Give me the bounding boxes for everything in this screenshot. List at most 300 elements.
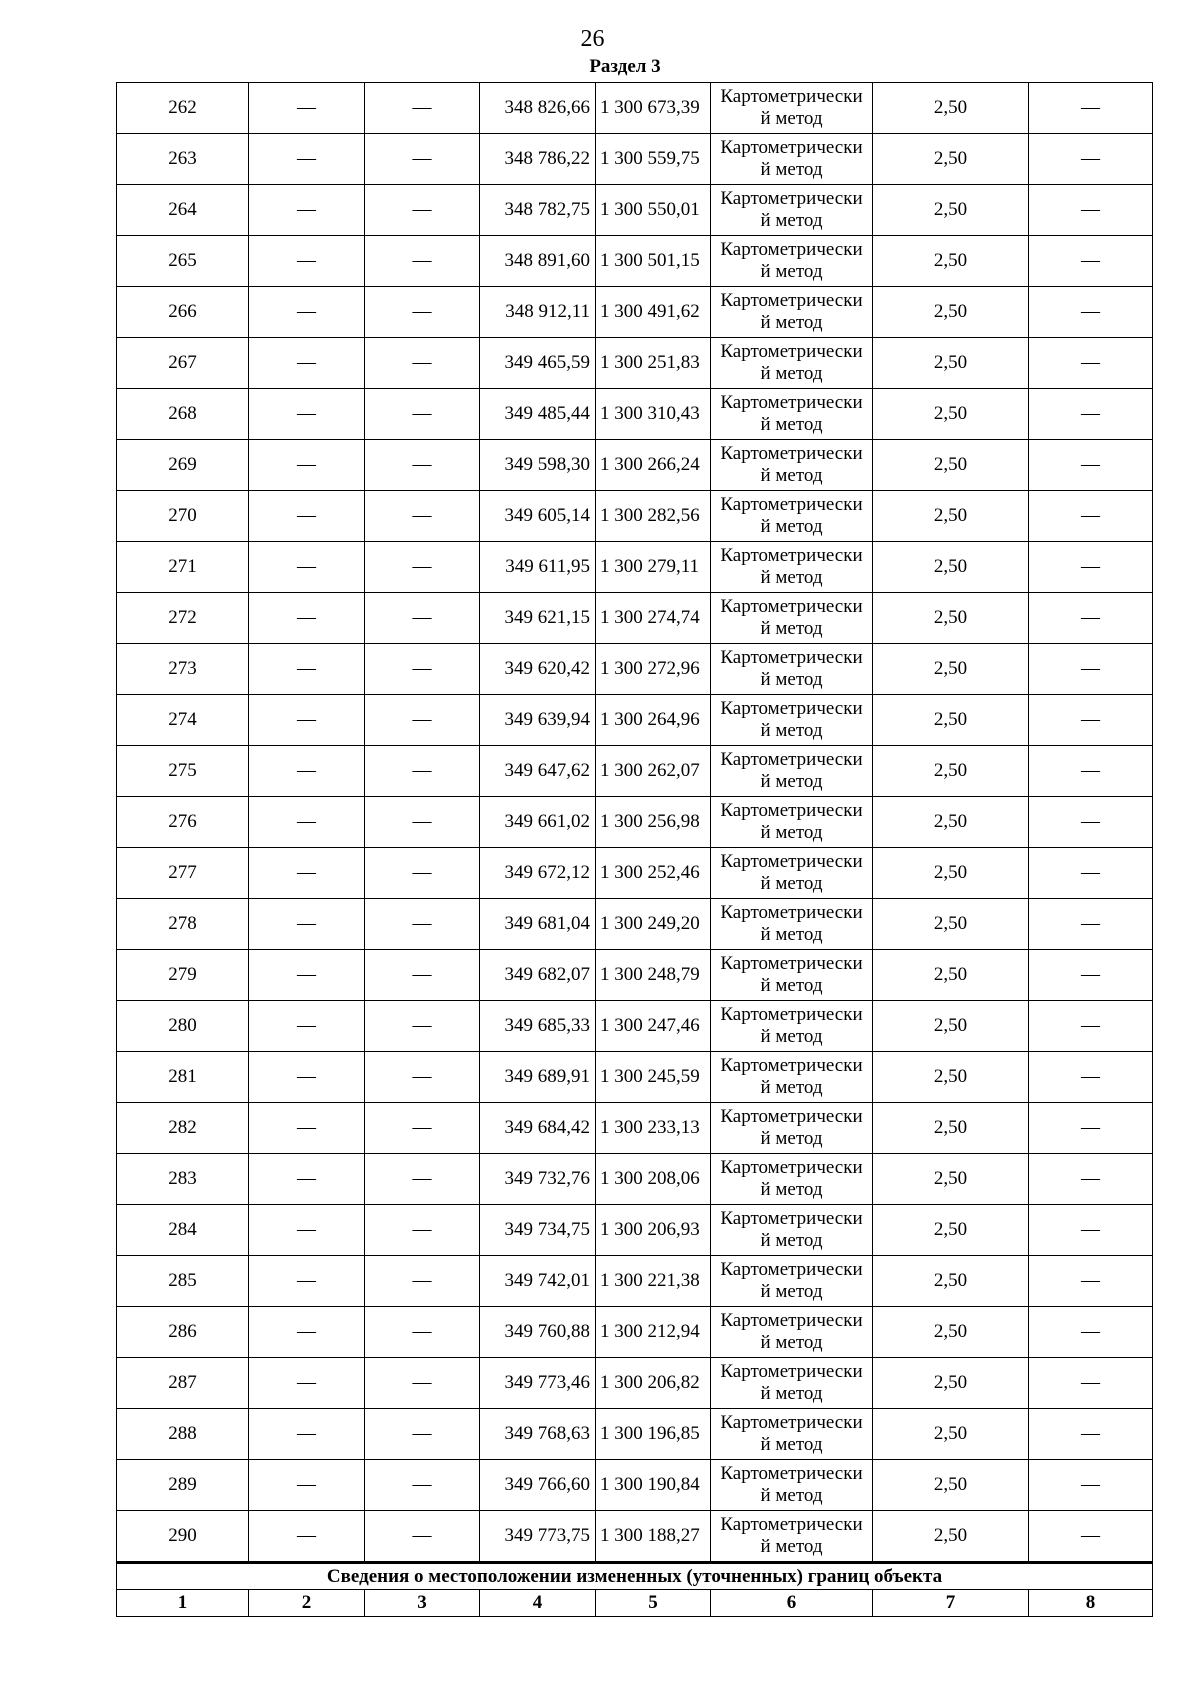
dash-cell: — [1029, 1358, 1153, 1409]
dash-cell: — [365, 185, 480, 236]
dash-cell: — [249, 1307, 365, 1358]
column-number: 3 [365, 1590, 480, 1617]
table-row [117, 1409, 1153, 1460]
dash-cell: — [249, 899, 365, 950]
method-line-1: Картометрически [720, 1106, 863, 1127]
table-row [117, 134, 1153, 185]
method-line-1: Картометрически [720, 341, 863, 362]
method-line-1: Картометрически [720, 443, 863, 464]
dash-cell: — [249, 185, 365, 236]
table-row [117, 83, 1153, 134]
accuracy: 2,50 [873, 134, 1029, 185]
dash-cell: — [1029, 389, 1153, 440]
dash-cell: — [1029, 1103, 1153, 1154]
method-cell [711, 491, 873, 542]
dash-cell: — [1029, 695, 1153, 746]
dash-cell: — [365, 1511, 480, 1563]
coord-y: 1 300 673,39 [596, 83, 711, 134]
dash-cell: — [249, 542, 365, 593]
method-cell [711, 236, 873, 287]
dash-cell: — [1029, 338, 1153, 389]
dash-cell: — [1029, 1256, 1153, 1307]
method-line-1: Картометрически [720, 1259, 863, 1280]
table-row [117, 389, 1153, 440]
point-number: 288 [117, 1409, 249, 1460]
coord-x: 349 598,30 [480, 440, 596, 491]
dash-cell: — [1029, 899, 1153, 950]
method-cell [711, 1205, 873, 1256]
dash-cell: — [249, 134, 365, 185]
dash-cell: — [1029, 83, 1153, 134]
accuracy: 2,50 [873, 1307, 1029, 1358]
method-line-1: Картометрически [720, 545, 863, 566]
accuracy: 2,50 [873, 848, 1029, 899]
method-line-1: Картометрически [720, 1208, 863, 1229]
method-line-2: й метод [760, 924, 823, 945]
dash-cell: — [1029, 185, 1153, 236]
accuracy: 2,50 [873, 491, 1029, 542]
method-cell [711, 950, 873, 1001]
point-number: 262 [117, 83, 249, 134]
caption-row [117, 1563, 1153, 1590]
table-row [117, 1154, 1153, 1205]
dash-cell: — [249, 491, 365, 542]
method-cell [711, 848, 873, 899]
method-line-1: Картометрически [720, 647, 863, 668]
table-row [117, 695, 1153, 746]
coord-x: 348 782,75 [480, 185, 596, 236]
dash-cell: — [365, 440, 480, 491]
table-row [117, 1205, 1153, 1256]
dash-cell: — [365, 287, 480, 338]
column-number: 5 [596, 1590, 711, 1617]
coord-y: 1 300 196,85 [596, 1409, 711, 1460]
method-line-2: й метод [760, 1077, 823, 1098]
point-number: 269 [117, 440, 249, 491]
method-line-1: Картометрически [720, 1463, 863, 1484]
coord-y: 1 300 279,11 [596, 542, 711, 593]
method-line-2: й метод [760, 1230, 823, 1251]
coord-x: 349 611,95 [480, 542, 596, 593]
page-number: 26 [580, 26, 605, 52]
dash-cell: — [365, 491, 480, 542]
column-number: 2 [249, 1590, 365, 1617]
dash-cell: — [249, 338, 365, 389]
coord-y: 1 300 264,96 [596, 695, 711, 746]
method-line-1: Картометрически [720, 1514, 863, 1535]
accuracy: 2,50 [873, 1052, 1029, 1103]
dash-cell: — [1029, 1052, 1153, 1103]
dash-cell: — [1029, 848, 1153, 899]
coord-y: 1 300 233,13 [596, 1103, 711, 1154]
method-cell [711, 746, 873, 797]
accuracy: 2,50 [873, 338, 1029, 389]
point-number: 264 [117, 185, 249, 236]
coord-y: 1 300 221,38 [596, 1256, 711, 1307]
coord-x: 349 734,75 [480, 1205, 596, 1256]
dash-cell: — [365, 1460, 480, 1511]
accuracy: 2,50 [873, 1256, 1029, 1307]
method-cell [711, 593, 873, 644]
dash-cell: — [1029, 542, 1153, 593]
coord-x: 349 672,12 [480, 848, 596, 899]
dash-cell: — [249, 236, 365, 287]
dash-cell: — [1029, 1460, 1153, 1511]
method-cell [711, 134, 873, 185]
table-caption: Сведения о местоположении измененных (уточненных) границ объекта [117, 1563, 1153, 1590]
method-line-1: Картометрически [720, 1361, 863, 1382]
dash-cell: — [249, 593, 365, 644]
method-line-2: й метод [760, 159, 823, 180]
method-cell [711, 83, 873, 134]
table-row [117, 440, 1153, 491]
dash-cell: — [365, 950, 480, 1001]
point-number: 286 [117, 1307, 249, 1358]
method-cell [711, 1256, 873, 1307]
method-cell [711, 1460, 873, 1511]
method-line-1: Картометрически [720, 86, 863, 107]
coord-x: 349 681,04 [480, 899, 596, 950]
dash-cell: — [365, 1256, 480, 1307]
dash-cell: — [1029, 950, 1153, 1001]
method-line-2: й метод [760, 822, 823, 843]
method-cell [711, 1358, 873, 1409]
table-footer [117, 1563, 1153, 1617]
point-number: 265 [117, 236, 249, 287]
dash-cell: — [1029, 644, 1153, 695]
coord-y: 1 300 252,46 [596, 848, 711, 899]
method-cell [711, 1409, 873, 1460]
method-line-1: Картометрически [720, 1157, 863, 1178]
method-cell [711, 1154, 873, 1205]
coord-x: 349 621,15 [480, 593, 596, 644]
table-row [117, 950, 1153, 1001]
point-number: 270 [117, 491, 249, 542]
coord-y: 1 300 251,83 [596, 338, 711, 389]
table-row [117, 338, 1153, 389]
dash-cell: — [365, 848, 480, 899]
point-number: 284 [117, 1205, 249, 1256]
table-row [117, 899, 1153, 950]
coord-y: 1 300 212,94 [596, 1307, 711, 1358]
point-number: 283 [117, 1154, 249, 1205]
method-line-1: Картометрически [720, 1004, 863, 1025]
dash-cell: — [1029, 1154, 1153, 1205]
coord-y: 1 300 501,15 [596, 236, 711, 287]
method-line-2: й метод [760, 414, 823, 435]
dash-cell: — [365, 83, 480, 134]
method-cell [711, 440, 873, 491]
table-row [117, 1001, 1153, 1052]
column-number: 6 [711, 1590, 873, 1617]
coord-y: 1 300 247,46 [596, 1001, 711, 1052]
point-number: 263 [117, 134, 249, 185]
method-line-2: й метод [760, 1536, 823, 1557]
coord-y: 1 300 491,62 [596, 287, 711, 338]
table-row [117, 848, 1153, 899]
coord-y: 1 300 206,82 [596, 1358, 711, 1409]
dash-cell: — [249, 389, 365, 440]
dash-cell: — [365, 542, 480, 593]
dash-cell: — [365, 1358, 480, 1409]
method-line-2: й метод [760, 261, 823, 282]
dash-cell: — [249, 1511, 365, 1563]
point-number: 280 [117, 1001, 249, 1052]
dash-cell: — [365, 1154, 480, 1205]
dash-cell: — [249, 287, 365, 338]
method-cell [711, 1052, 873, 1103]
dash-cell: — [365, 134, 480, 185]
method-line-2: й метод [760, 873, 823, 894]
dash-cell: — [1029, 1205, 1153, 1256]
dash-cell: — [1029, 797, 1153, 848]
table-row [117, 593, 1153, 644]
method-cell [711, 287, 873, 338]
point-number: 287 [117, 1358, 249, 1409]
point-number: 278 [117, 899, 249, 950]
table-row [117, 1256, 1153, 1307]
dash-cell: — [249, 1205, 365, 1256]
dash-cell: — [365, 1052, 480, 1103]
column-number: 4 [480, 1590, 596, 1617]
dash-cell: — [365, 1103, 480, 1154]
coord-x: 349 620,42 [480, 644, 596, 695]
method-line-2: й метод [760, 1128, 823, 1149]
dash-cell: — [1029, 1511, 1153, 1563]
point-number: 285 [117, 1256, 249, 1307]
method-line-2: й метод [760, 720, 823, 741]
method-line-1: Картометрически [720, 1310, 863, 1331]
coord-x: 349 682,07 [480, 950, 596, 1001]
section-title: Раздел 3 [589, 56, 661, 77]
method-line-2: й метод [760, 1434, 823, 1455]
dash-cell: — [1029, 1001, 1153, 1052]
method-cell [711, 1511, 873, 1563]
coord-y: 1 300 188,27 [596, 1511, 711, 1563]
point-number: 272 [117, 593, 249, 644]
dash-cell: — [365, 389, 480, 440]
method-cell [711, 644, 873, 695]
method-cell [711, 1103, 873, 1154]
method-cell [711, 338, 873, 389]
method-cell [711, 1307, 873, 1358]
method-cell [711, 389, 873, 440]
accuracy: 2,50 [873, 185, 1029, 236]
accuracy: 2,50 [873, 236, 1029, 287]
table-row [117, 1460, 1153, 1511]
point-number: 268 [117, 389, 249, 440]
table-row [117, 236, 1153, 287]
accuracy: 2,50 [873, 746, 1029, 797]
accuracy: 2,50 [873, 950, 1029, 1001]
column-number: 1 [117, 1590, 249, 1617]
method-line-2: й метод [760, 1383, 823, 1404]
coord-x: 349 766,60 [480, 1460, 596, 1511]
column-number: 7 [873, 1590, 1029, 1617]
dash-cell: — [249, 1001, 365, 1052]
point-number: 279 [117, 950, 249, 1001]
coord-x: 349 639,94 [480, 695, 596, 746]
dash-cell: — [249, 440, 365, 491]
dash-cell: — [249, 695, 365, 746]
coord-y: 1 300 206,93 [596, 1205, 711, 1256]
coord-x: 349 742,01 [480, 1256, 596, 1307]
method-cell [711, 1001, 873, 1052]
coord-x: 348 826,66 [480, 83, 596, 134]
method-line-2: й метод [760, 516, 823, 537]
coord-x: 349 647,62 [480, 746, 596, 797]
coord-x: 349 689,91 [480, 1052, 596, 1103]
accuracy: 2,50 [873, 1460, 1029, 1511]
dash-cell: — [1029, 593, 1153, 644]
dash-cell: — [249, 1103, 365, 1154]
dash-cell: — [365, 797, 480, 848]
coord-x: 349 605,14 [480, 491, 596, 542]
method-line-2: й метод [760, 1332, 823, 1353]
dash-cell: — [249, 1358, 365, 1409]
dash-cell: — [1029, 287, 1153, 338]
table-row [117, 1511, 1153, 1563]
coord-x: 349 760,88 [480, 1307, 596, 1358]
dash-cell: — [249, 1256, 365, 1307]
coord-y: 1 300 208,06 [596, 1154, 711, 1205]
accuracy: 2,50 [873, 1103, 1029, 1154]
dash-cell: — [1029, 134, 1153, 185]
point-number: 271 [117, 542, 249, 593]
coord-x: 349 661,02 [480, 797, 596, 848]
dash-cell: — [249, 1460, 365, 1511]
coord-x: 349 732,76 [480, 1154, 596, 1205]
dash-cell: — [249, 797, 365, 848]
dash-cell: — [1029, 746, 1153, 797]
method-line-2: й метод [760, 669, 823, 690]
point-number: 275 [117, 746, 249, 797]
accuracy: 2,50 [873, 1001, 1029, 1052]
method-line-2: й метод [760, 1281, 823, 1302]
coord-x: 349 465,59 [480, 338, 596, 389]
point-number: 282 [117, 1103, 249, 1154]
accuracy: 2,50 [873, 1205, 1029, 1256]
coord-x: 348 912,11 [480, 287, 596, 338]
table-row [117, 491, 1153, 542]
method-line-1: Картометрически [720, 596, 863, 617]
column-number: 8 [1029, 1590, 1153, 1617]
accuracy: 2,50 [873, 1511, 1029, 1563]
table-row [117, 1307, 1153, 1358]
method-cell [711, 185, 873, 236]
point-number: 277 [117, 848, 249, 899]
coord-y: 1 300 266,24 [596, 440, 711, 491]
dash-cell: — [365, 1307, 480, 1358]
dash-cell: — [249, 950, 365, 1001]
method-cell [711, 695, 873, 746]
method-line-1: Картометрически [720, 851, 863, 872]
coord-y: 1 300 248,79 [596, 950, 711, 1001]
method-line-1: Картометрически [720, 494, 863, 515]
coord-y: 1 300 272,96 [596, 644, 711, 695]
method-line-1: Картометрически [720, 239, 863, 260]
dash-cell: — [365, 338, 480, 389]
coord-x: 349 773,46 [480, 1358, 596, 1409]
method-cell [711, 899, 873, 950]
coord-x: 349 773,75 [480, 1511, 596, 1563]
table-row [117, 746, 1153, 797]
coord-y: 1 300 559,75 [596, 134, 711, 185]
accuracy: 2,50 [873, 695, 1029, 746]
accuracy: 2,50 [873, 1154, 1029, 1205]
point-number: 290 [117, 1511, 249, 1563]
dash-cell: — [365, 593, 480, 644]
dash-cell: — [249, 746, 365, 797]
dash-cell: — [1029, 491, 1153, 542]
accuracy: 2,50 [873, 542, 1029, 593]
table-row [117, 542, 1153, 593]
coord-y: 1 300 550,01 [596, 185, 711, 236]
dash-cell: — [365, 644, 480, 695]
coord-x: 349 485,44 [480, 389, 596, 440]
method-line-2: й метод [760, 567, 823, 588]
dash-cell: — [365, 236, 480, 287]
point-number: 266 [117, 287, 249, 338]
coordinates-table [116, 82, 1153, 1617]
accuracy: 2,50 [873, 83, 1029, 134]
method-line-2: й метод [760, 1026, 823, 1047]
dash-cell: — [249, 1052, 365, 1103]
method-line-1: Картометрически [720, 188, 863, 209]
dash-cell: — [365, 1001, 480, 1052]
method-line-1: Картометрически [720, 392, 863, 413]
method-line-2: й метод [760, 363, 823, 384]
method-line-1: Картометрически [720, 800, 863, 821]
coord-x: 348 786,22 [480, 134, 596, 185]
accuracy: 2,50 [873, 593, 1029, 644]
table-row [117, 287, 1153, 338]
point-number: 267 [117, 338, 249, 389]
point-number: 276 [117, 797, 249, 848]
coord-y: 1 300 310,43 [596, 389, 711, 440]
coord-x: 349 685,33 [480, 1001, 596, 1052]
accuracy: 2,50 [873, 1409, 1029, 1460]
method-line-2: й метод [760, 465, 823, 486]
point-number: 274 [117, 695, 249, 746]
method-line-1: Картометрически [720, 698, 863, 719]
point-number: 281 [117, 1052, 249, 1103]
method-line-1: Картометрически [720, 290, 863, 311]
coord-y: 1 300 274,74 [596, 593, 711, 644]
method-line-2: й метод [760, 108, 823, 129]
method-line-1: Картометрически [720, 1055, 863, 1076]
coord-x: 349 684,42 [480, 1103, 596, 1154]
method-line-2: й метод [760, 1179, 823, 1200]
dash-cell: — [365, 899, 480, 950]
accuracy: 2,50 [873, 1358, 1029, 1409]
coord-y: 1 300 282,56 [596, 491, 711, 542]
dash-cell: — [1029, 440, 1153, 491]
accuracy: 2,50 [873, 440, 1029, 491]
method-line-2: й метод [760, 210, 823, 231]
method-cell [711, 797, 873, 848]
coord-y: 1 300 249,20 [596, 899, 711, 950]
point-number: 273 [117, 644, 249, 695]
dash-cell: — [1029, 1409, 1153, 1460]
accuracy: 2,50 [873, 389, 1029, 440]
dash-cell: — [365, 1409, 480, 1460]
dash-cell: — [249, 644, 365, 695]
method-line-2: й метод [760, 618, 823, 639]
coord-y: 1 300 262,07 [596, 746, 711, 797]
accuracy: 2,50 [873, 287, 1029, 338]
dash-cell: — [1029, 236, 1153, 287]
